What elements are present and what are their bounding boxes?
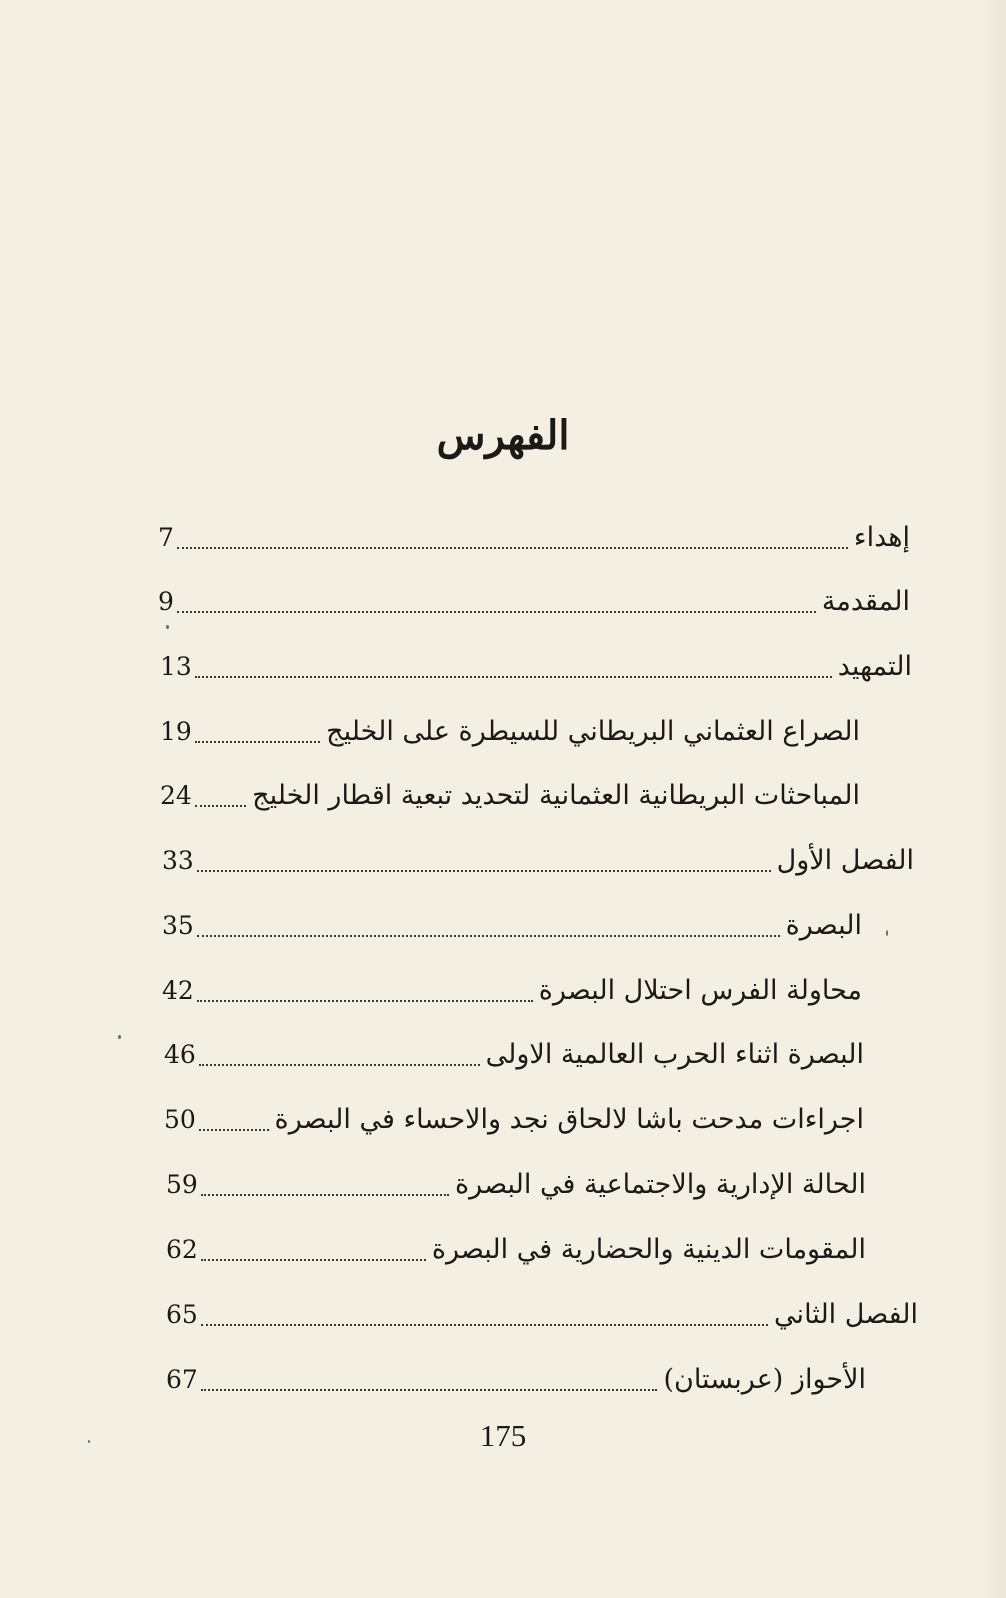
- toc-entry[interactable]: [162, 837, 914, 881]
- toc-entry-title: الفصل الثاني: [774, 1299, 918, 1330]
- toc-entry-page: 42: [162, 976, 194, 1005]
- toc-entry[interactable]: [166, 1291, 918, 1335]
- toc-entry-page: 59: [166, 1170, 198, 1199]
- dot-leader: [197, 870, 771, 872]
- toc-entry[interactable]: [166, 1226, 866, 1270]
- toc-entry[interactable]: [164, 1031, 864, 1075]
- toc-entry-title: الحالة الإدارية والاجتماعية في البصرة: [455, 1169, 866, 1200]
- toc-entry-page: 65: [166, 1300, 198, 1329]
- toc-entry-title: المباحثات البريطانية العثمانية لتحديد تبعية اقطار الخليج: [252, 780, 860, 811]
- dot-leader: [201, 1259, 426, 1261]
- toc-entry-page: 35: [162, 911, 194, 940]
- toc-entry-page: 9: [158, 587, 174, 616]
- toc-entry-title: إهداء: [853, 522, 910, 553]
- toc-entry[interactable]: [166, 1356, 866, 1400]
- dot-leader: [201, 1389, 658, 1391]
- toc-entry-page: 50: [164, 1105, 196, 1134]
- toc-entry-title: الصراع العثماني البريطاني للسيطرة على الخليج: [326, 716, 860, 747]
- paper-speck: [118, 1035, 121, 1039]
- dot-leader: [197, 1000, 533, 1002]
- toc-entry-title: اجراءات مدحت باشا لالحاق نجد والاحساء في البصرة: [274, 1104, 864, 1135]
- toc-entry-title: الأحواز (عربستان): [663, 1364, 866, 1395]
- toc-entry[interactable]: [162, 967, 862, 1011]
- toc-entry[interactable]: [158, 578, 910, 622]
- toc-entry[interactable]: [158, 514, 910, 558]
- toc-entry-title: البصرة: [785, 910, 862, 941]
- dot-leader: [177, 611, 816, 613]
- toc-entry-page: 13: [160, 652, 192, 681]
- toc-entry-page: 62: [166, 1235, 198, 1264]
- toc-entry-page: 19: [160, 717, 192, 746]
- toc-entry[interactable]: [162, 902, 862, 946]
- toc-entry[interactable]: [160, 772, 860, 816]
- paper-speck: [166, 625, 169, 629]
- toc-entry[interactable]: [160, 708, 860, 752]
- toc-entry[interactable]: [166, 1161, 866, 1205]
- dot-leader: [201, 1194, 449, 1196]
- toc-entry[interactable]: [164, 1096, 864, 1140]
- toc-entry-title: التمهيد: [837, 651, 912, 682]
- paper-speck: [886, 930, 888, 936]
- dot-leader: [195, 676, 832, 678]
- dot-leader: [199, 1129, 269, 1131]
- toc-entry-page: 24: [160, 781, 192, 810]
- dot-leader: [195, 805, 246, 807]
- toc-entry-page: 67: [166, 1365, 198, 1394]
- page-number: 175: [479, 1418, 527, 1453]
- dot-leader: [201, 1324, 768, 1326]
- paper-speck: [88, 1440, 90, 1443]
- toc-entry[interactable]: [160, 643, 912, 687]
- toc-entry-title: محاولة الفرس احتلال البصرة: [538, 975, 862, 1006]
- dot-leader: [199, 1064, 480, 1066]
- toc-entry-title: المقدمة: [821, 586, 910, 617]
- page-title: الفهرس: [436, 412, 570, 459]
- toc-entry-title: البصرة اثناء الحرب العالمية الاولى: [485, 1039, 864, 1070]
- dot-leader: [197, 935, 780, 937]
- toc-entry-title: الفصل الأول: [776, 845, 914, 876]
- toc-entry-title: المقومات الدينية والحضارية في البصرة: [431, 1234, 866, 1265]
- toc-entry-page: 46: [164, 1040, 196, 1069]
- dot-leader: [177, 547, 848, 549]
- toc-entry-page: 33: [162, 846, 194, 875]
- toc-entry-page: 7: [158, 523, 174, 552]
- dot-leader: [195, 741, 320, 743]
